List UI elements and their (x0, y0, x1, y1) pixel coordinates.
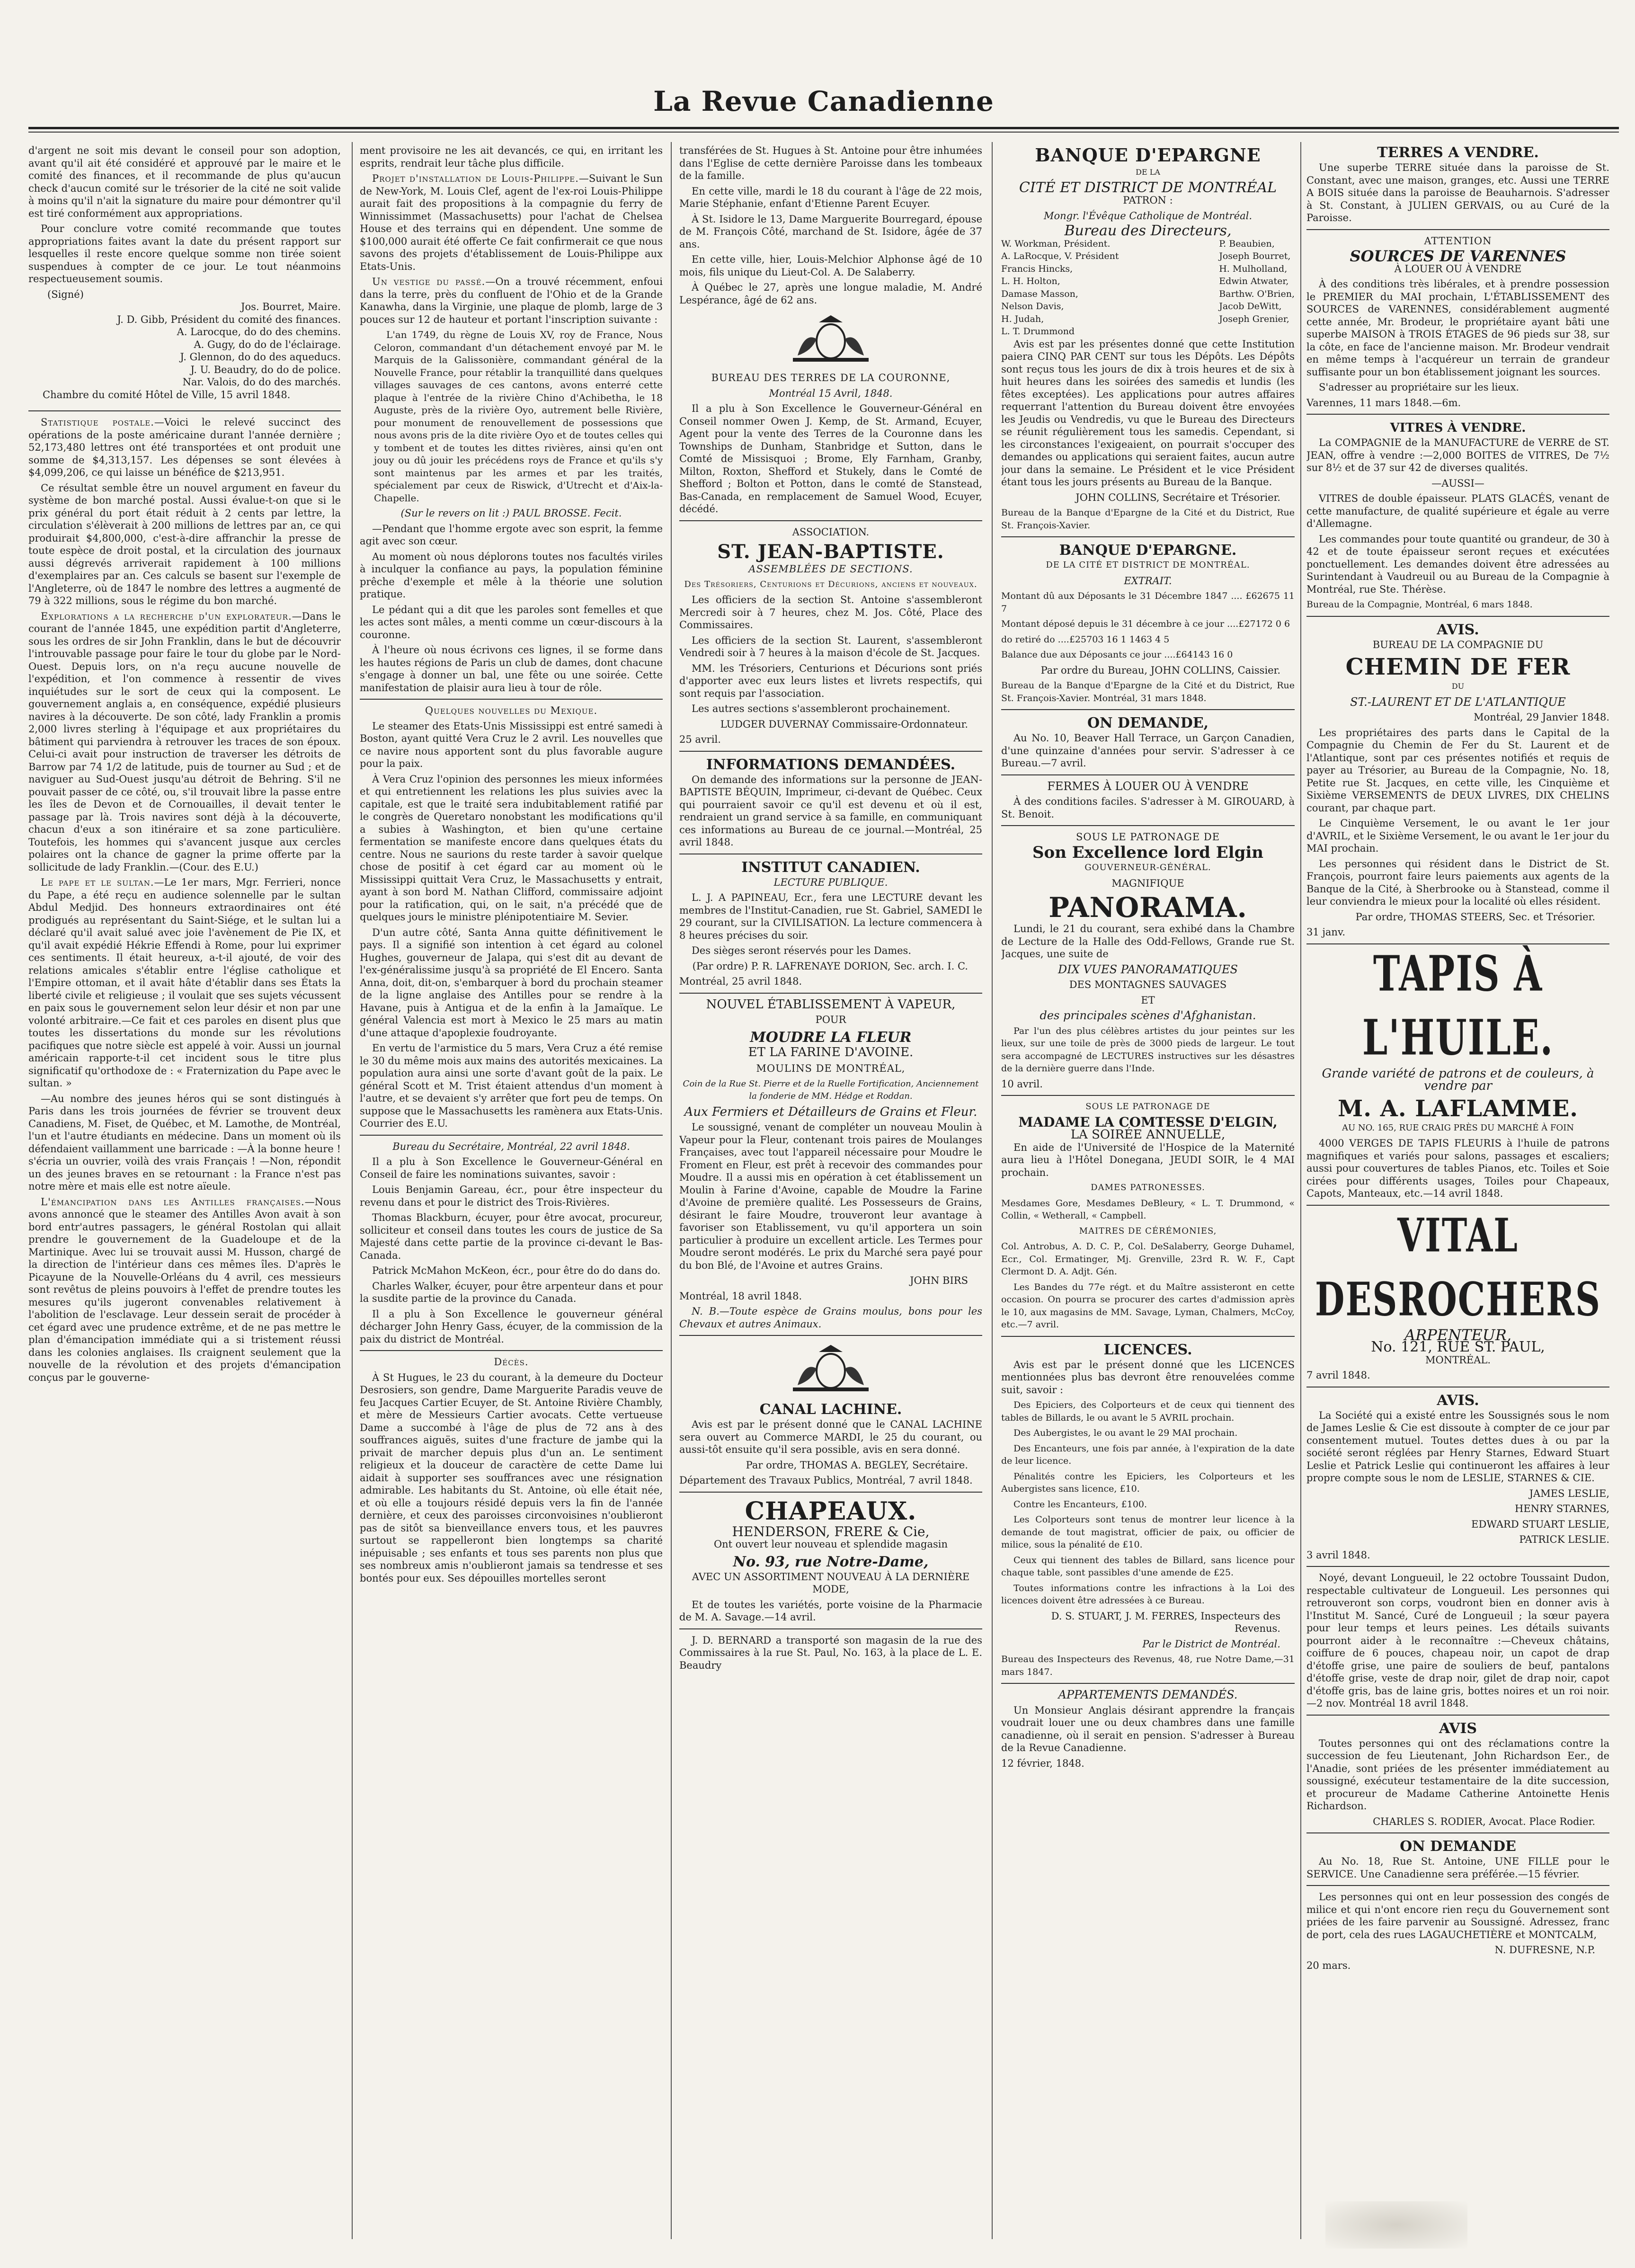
divider (679, 751, 982, 752)
list-item: Il a plu à Son Excellence le gouverneur général décharger John Henry Gass, écuyer, de la commission de la paix du district de Montréal. (360, 1308, 663, 1345)
ledger-line: Montant déposé depuis le 31 décembre à ce jour ....£27172 0 6 (1001, 619, 1290, 629)
divider (1001, 774, 1295, 775)
ad-text: Mesdames Gore, Mesdames DeBleury, « L. T. Drummond, « Collin, « Wetherall, « Campbell. (1001, 1198, 1295, 1221)
ad-address: AU NO. 165, RUE CRAIG PRÈS DU MARCHÉ À FOIN (1342, 1122, 1574, 1133)
article-text: ment provisoire ne les ait devancés, ce qui, en irritant les esprits, rendrait leur tâche plus difficile. (360, 145, 663, 169)
list-item: Pénalités contre les Epiciers, les Colporteurs et les Aubergistes sans licence, £10. (1001, 1471, 1295, 1494)
article-text: Le soussigné, venant de compléter un nouveau Moulin à Vapeur pour la Fleur, contenant trois paires de Moulanges Françaises, avec tout l'appareil nécessaire pour Moudre le Froment en Fleur, est prêt à recevoir des commandes pour Moudre. Il a aussi mis en opération à cet établissement un Moulin à Farine d'Avoine, capable de Moudre la Farine d'Avoine de première qualité. Les Possesseurs de Grains, désirant le faire Moudre, trouveront leur avantage à favoriser son Etablissement, vu qu'il apportera un soin particulier à produire un excellent article. Les Termes pour Moudre seront modérés. Le prix du Marché sera payé pour du bon Blé, de l'Avoine et autres Grains. (679, 1121, 982, 1271)
divider (360, 1135, 663, 1136)
ad-text: POUR (815, 1014, 846, 1025)
article-text: —Le 1er mars, Mgr. Ferrieri, nonce du Pape, a été reçu en audience solennelle par le sultan Abdul Medjid. Des honneurs extraordinaires ont été prodigués au représentant du Saint-Siége, et le sultan lui a déclaré qu'il avait salué avec joie l'avènement de Pie IX, et qu'il avait expédié Hékrie Effendi à Rome, pour lui exprimer ces sentiments. Il était heureux, a-t-il ajouté, de voir des relations amicales s'établir entre l'église catholique et l'Empire ottoman, et il avait hâte d'établir dans ses États la liberté civile et religieuse ; il voulait que ses sujets vécussent en paix sous le gouvernement selon leur désir et non par une volonté arbitraire.—Ce fait et ces paroles en disent plus que toutes les dissertations du monde sur les révolutions pacifiques que notre siècle est appelé à voir. Aussi un journal américain rapporte-t-il cet incident sous le titre plus significatif qu'orthodoxe de : « Fraternization du Pape avec le sultan. » (28, 877, 341, 1089)
ad-signature: HENRY STARNES, (1515, 1503, 1609, 1514)
ad-signature: JOHN COLLINS, Secrétaire et Trésorier. (1075, 491, 1280, 503)
ad-text: DU (1451, 682, 1465, 691)
section-heading: Projet d'installation de Louis-Philippe. (372, 173, 579, 184)
ad-title: LICENCES. (1103, 1341, 1192, 1358)
ad-subtitle: MAITRES DE CÉRÉMONIES, (1079, 1226, 1217, 1236)
article-text: —On a trouvé récemment, enfoui dans la terre, près du confluent de l'Ohio et de la Grande Kanawha, dans la Virginie, une plaque de plomb, large de 3 pouces sur 12 de hauteur et portant l'inscription suivante : (360, 276, 663, 325)
ad-signature: JOHN BIRS (910, 1275, 968, 1286)
article-text: d'argent ne soit mis devant le conseil pour son adoption, avant qu'il ait été considéré et approuvé par le maire et le comité des finances, et il recommande de plus qu'aucun check d'aucun comité sur le trésorier de la cité ne soit valide à moins qu'il n'ait la signature du maire pour démontrer qu'il est tiré conformément aux appropriations. (28, 145, 341, 219)
ad-signature: EDWARD STUART LESLIE, (1471, 1518, 1609, 1530)
article-text: À des conditions faciles. S'adresser à M. GIROUARD, à St. Benoit. (1001, 796, 1295, 820)
date-line: Varennes, 11 mars 1848.—6m. (1306, 397, 1461, 409)
article-text: La COMPAGNIE de la MANUFACTURE de VERRE de ST. JEAN, offre à vendre :—2,000 BOITES de VITRES, De 7½ sur 8½ et de 37 sur 42 de diverses qualités. (1306, 437, 1609, 473)
ad-subtitle: LA SOIRÉE ANNUELLE, (1070, 1128, 1226, 1142)
paper-stain (1325, 2201, 1467, 2249)
article-text: Avis est par les présentes donné que cette Institution paiera CINQ PAR CENT sur tous les Dépôts. Les Dépôts sont reçus tous les jours de dix à trois heures et de six à huit heures dans les soirées des samedis et lundis (les fêtes exceptées). Les applications pour autres affaires requerrant l'attention du Bureau doivent être envoyées les Jeudis ou Vendredis, vu que le Bureau des Directeurs se réunit régulièrement tous les samedis. Cependant, si les circonstances l'exigeaient, on pourrait s'occuper des demandes ou applications qui seraient faites, aucun autre jour dans la semaine. Le Président et le vice Président étant tous les jours présents au Bureau de la Banque. (1001, 338, 1295, 488)
ad-signature: CHARLES S. RODIER, Avocat. Place Rodier. (1373, 1815, 1595, 1827)
list-item: Charles Walker, écuyer, pour être arpenteur dans et pour la susdite partie de la province du Canada. (360, 1280, 663, 1304)
section-heading: Le pape et le sultan. (41, 877, 154, 888)
list-item: Contre les Encanteurs, £100. (1013, 1499, 1147, 1510)
director-name: Edwin Atwater, (1219, 276, 1289, 286)
divider (679, 1335, 982, 1336)
ad-subtitle: SOUS LE PATRONAGE DE (1085, 1102, 1210, 1112)
ad-title: MADAME LA COMTESSE D'ELGIN, (1018, 1114, 1278, 1130)
director-name: Damase Masson, (1001, 288, 1078, 299)
ad-text: Et de toutes les variétés, porte voisine de la Pharmacie de M. A. Savage.—14 avril. (679, 1599, 982, 1623)
article-text: Un Monsieur Anglais désirant apprendre la français voudrait louer une ou deux chambres dans une famille canadienne, où il serait en pension. S'adresser à Bureau de la Revue Canadienne. (1001, 1704, 1295, 1753)
section-heading: BUREAU DES TERRES DE LA COURONNE, (711, 372, 951, 383)
date-line: Montréal, 25 avril 1848. (679, 976, 802, 987)
section-heading: Explorations a la recherche d'un explorateur. (41, 610, 292, 622)
date-line: 31 janv. (1306, 926, 1346, 938)
date-line: Montréal 15 Avril, 1848. (769, 387, 893, 399)
article-text: S'adresser au propriétaire sur les lieux. (1319, 382, 1519, 393)
article-text: À St Hugues, le 23 du courant, à la demeure du Docteur Desrosiers, son gendre, Dame Marguerite Paradis veuve de feu Jacques Cartier Ecuyer, de St. Antoine Rivière Chambly, et mère de Messieurs Cartier avocats. Cette vertueuse Dame a succombé à l'âge de plus de 72 ans à des souffrances aiguës, suites d'une fracture de jambe qui la privait de marcher depuis plus d'un an. Le sentiment religieux et la douceur de caractère de cette Dame lui aidait à supporter ses souffrances avec une résignation admirable. Les habitants du St. Antoine, où elle était née, et où elle a toujours résidé depuis vers la fin de l'année dernière, et ceux des paroisses circonvoisines n'oublieront pas de sitôt sa bienveillance envers tous, et les pauvres surtout se rappelleront bien longtemps sa charité inépuisable ; ses enfants et tous ses parents non plus que ses nombreux amis n'oublieront jamais sa tendresse et ses bontés pour eux. Ses dépouilles mortelles seront (360, 1371, 663, 1584)
article-text: En vertu de l'armistice du 5 mars, Vera Cruz a été remise le 30 du même mois aux mains des autorités mexicaines. La population aura ainsi une sorte d'avant goût de la paix. Le général Scott et M. Trist étaient attendus d'un moment à l'autre, et se devaient s'y arrêter que fort peu de temps. On suppose que le Massachusetts les ramènera aux Etats-Unis. Courrier des E.U. (360, 1042, 663, 1129)
article-text: Des sièges seront réservés pour les Dames. (692, 945, 912, 956)
ad-address: Bureau de la Banque d'Epargne de la Cité et du District, Rue St. François-Xavier. Montréal, 31 mars 1848. (1001, 680, 1295, 703)
article-text: Pour conclure votre comité recommande que toutes appropriations faites avant la date du présent rapport sur lesquelles il reste encore quelque somme non tirée soient suspendues à compter de ce jour. Le tout néanmoins respectueusement soumis. (28, 223, 341, 285)
inscription-text: L'an 1749, du règne de Louis XV, roy de France, Nous Celoron, commandant d'un détachement envoyé par M. le Marquis de la Galissonière, commandant général de la Nouvelle France, pour rétablir la tranquillité dans quelques villages sauvages de ces cantons, avons enterré cette plaque à l'entrée de la rivière Chino d'Achibetha, le 18 Auguste, près de la rivière Oyo, autrement belle Rivière, pour monument de renouvellement de possessions que nous avons pris de la dite rivière Oyo et de toutes celles qui y tombent et de toutes les dittes rivières, ainsi qu'en ont jouy ou dû jouir les précédens roys de France et qu'ils s'y sont maintenus par les armes et par les traités, spécialement par ceux de Riswick, d'Utrecht et d'Aix-la-Chapelle. (374, 329, 663, 504)
article-text: En cette ville, mardi le 18 du courant à l'âge de 22 mois, Marie Stéphanie, enfant d'Etienne Parent Ecuyer. (679, 185, 982, 209)
column-divider (992, 142, 993, 2239)
article-text: MM. les Trésoriers, Centurions et Décurions sont priés d'apporter avec eux leurs listes et livrets respectifs, qui sont requis par l'association. (679, 662, 982, 699)
ad-subtitle: ASSEMBLÉES DE SECTIONS. (748, 563, 913, 575)
article-text: Il a plu à Son Excellence le Gouverneur-Général en Conseil nommer Owen J. Kemp, de St. Armand, Ecuyer, Agent pour la vente des Terres de la Couronne dans les Townships de Dunham, Stanbridge et Sutton, dans le Comté de Missisquoi ; Brome, Ely Farnham, Granby, Milton, Roxton, Shefford et Stukely, dans le Comté de Shefford ; Bolton et Potton, dans le comté de Stanstead, Bas-Canada, en remplacement de Samuel Wood, Ecuyer, décédé. (679, 403, 982, 515)
divider (1306, 1715, 1609, 1716)
ad-subtitle: ET (1141, 994, 1155, 1006)
director-name: H. Judah, (1001, 313, 1044, 324)
date-line: Montréal, 29 Janvier 1848. (1474, 712, 1609, 723)
divider (679, 520, 982, 521)
column-1 (28, 144, 341, 2237)
divider (679, 1492, 982, 1493)
ad-signature: PATRICK LESLIE. (1519, 1534, 1609, 1545)
signature-line: J. Glennon, do do des aqueducs. (180, 351, 341, 363)
column-divider (671, 142, 672, 2239)
list-item: Des Aubergistes, le ou avant le 29 MAI prochain. (1013, 1428, 1238, 1438)
ad-title: INSTITUT CANADIEN. (741, 859, 920, 876)
section-heading: Statistique postale. (41, 417, 154, 428)
list-item: Des Epiciers, des Colporteurs et de ceux qui tiennent des tables de Billards, le ou avant le 5 AVRIL prochain. (1001, 1400, 1295, 1423)
ad-signature: Par ordre du Bureau, JOHN COLLINS, Caissier. (1040, 664, 1280, 676)
signature-line: A. Gugy, do do de l'éclairage. (194, 338, 341, 350)
ad-title: ET LA FARINE D'AVOINE. (748, 1045, 914, 1059)
article-text: J. D. BERNARD a transporté son magasin de la rue des Commissaires à la rue St. Paul, No. 163, à la place de L. E. Beaudry (679, 1634, 982, 1671)
ad-signature: Par ordre, THOMAS A. BEGLEY, Secrétaire. (746, 1459, 968, 1471)
ad-note: N. B.—Toute espèce de Grains moulus, bons pour les Chevaux et autres Animaux. (679, 1306, 982, 1330)
column-2 (360, 144, 663, 2237)
divider (28, 410, 341, 411)
ad-title: BANQUE D'EPARGNE (1035, 144, 1261, 166)
masthead-rule (28, 127, 1619, 129)
section-heading: ASSOCIATION. (792, 526, 870, 538)
signature-line: A. Larocque, do do des chemins. (177, 326, 341, 338)
ad-title: CANAL LACHINE. (759, 1401, 902, 1418)
article-text: À l'heure où nous écrivons ces lignes, il se forme dans les hautes régions de Paris un club de dames, dont chacune s'engage à donner un bal, une fête ou une soirée. Cette manifestation de plaisir aura lieu à tour de rôle. (360, 644, 663, 694)
article-text: À Vera Cruz l'opinion des personnes les mieux informées et qui entretiennent les relations les plus suivies avec la capitale, est que le traité sera indubitablement ratifié par le congrès de Queretaro nonobstant les modifications qu'il a subies à Washington, et bien qu'une certaine fermentation se manifeste encore dans quelques états du centre. Nous ne saurions du reste tarder à savoir quelque chose de positif à cet égard car au moment où le Mississippi quittait Vera Cruz, le Massachusetts y entrait, ayant à son bord M. Nathan Clifford, commissaire adjoint pour la ratification, qui, on le sait, n'a précédé que de quelques jours le ministre plénipotentiaire M. Sevier. (360, 773, 663, 923)
article-text: Au moment où nous déplorons toutes nos facultés viriles à inculquer la confiance au pays, la population féminine prêche d'exemple et mêle à la théorie une solution pratique. (360, 551, 663, 600)
ad-subtitle: LECTURE PUBLIQUE. (773, 876, 888, 888)
divider (1306, 616, 1609, 617)
ad-subtitle: Bureau des Directeurs, (1064, 222, 1232, 239)
list-item: Ceux qui tiennent des tables de Billard, sans licence pour chaque table, sont passibles d'une amende de £25. (1001, 1555, 1295, 1578)
ad-title: SOURCES DE VARENNES (1350, 247, 1566, 265)
divider (679, 993, 982, 994)
article-text: VITRES de double épaisseur. PLATS GLACÉS, venant de cette manufacture, de qualité supérieure et égale au verre d'Allemagne. (1306, 493, 1609, 529)
section-heading: Un vestige du passé. (372, 276, 486, 287)
article-text: Par l'un des plus célèbres artistes du jour peintes sur les lieux, sur une toile de près de 3000 pieds de largeur. Le tout sera accompagné de LECTURES instructives sur les désastres de la dernière guerre dans l'Inde. (1001, 1025, 1295, 1074)
ad-address: Bureau des Inspecteurs des Revenus, 48, rue Notre Dame,—31 mars 1847. (1001, 1654, 1295, 1677)
ad-address: No. 93, rue Notre-Dame, (733, 1553, 929, 1570)
article-text: Lundi, le 21 du courant, sera exhibé dans la Chambre de Lecture de la Halle des Odd-Fellows, Grande rue St. Jacques, une suite de (1001, 923, 1295, 960)
ad-subtitle: SOUS LE PATRONAGE DE (1075, 831, 1220, 843)
article-text: Le pédant qui a dit que les paroles sont femelles et que les actes sont mâles, a menti comme un cœur-discours à la couronne. (360, 604, 663, 640)
ad-title: VITRES À VENDRE. (1390, 421, 1526, 435)
list-item: Des Encanteurs, une fois par année, à l'expiration de la date de leur licence. (1001, 1443, 1295, 1466)
ad-text: —AUSSI— (1431, 477, 1484, 489)
ad-subtitle: DAMES PATRONESSES. (1091, 1183, 1205, 1192)
article-text: D'un autre côté, Santa Anna quitte définitivement le pays. Il a signifié son intention à cet égard au colonel Hughes, gouverneur de Jalapa, qui s'est dit au devant de l'ex-généralissime jusqu'à sa propriété de El Encero. Santa Anna, doit, dit-on, s'embarquer à bord du prochain steamer de la ligne anglaise des Antilles pour se rendre à la Havane, puis à Antigua et de la enfin à la Jamaïque. Le général Valencia est mort à Mexico le 25 mars au matin d'une attaque d'apoplexie foudroyante. (360, 926, 663, 1039)
ad-address: No. 121, RUE ST. PAUL, (1371, 1339, 1545, 1355)
ad-subtitle: Grande variété de patrons et de couleurs, à vendre par (1322, 1066, 1594, 1093)
ad-subtitle: BUREAU DE LA COMPAGNIE DU (1372, 639, 1544, 650)
ad-title: ON DEMANDE (1400, 1838, 1516, 1855)
ad-signature: Par le District de Montréal. (1142, 1638, 1280, 1650)
article-text: En cette ville, hier, Louis-Melchior Alphonse âgé de 10 mois, fils unique du Lieut-Col. A. De Salaberry. (679, 254, 982, 278)
article-text: Le Cinquième Versement, le ou avant le 1er jour d'AVRIL, et le Sixième Versement, le ou avant le 1er jour du MAI prochain. (1306, 818, 1609, 854)
section-heading: Quelques nouvelles du Mexique. (425, 705, 598, 716)
director-name: A. LaRocque, V. Président (1001, 251, 1119, 261)
ledger-line: do retiré do ....£25703 16 1 1463 4 5 (1001, 634, 1170, 645)
director-name: Francis Hincks, (1001, 263, 1073, 274)
article-text: Une superbe TERRE située dans la paroisse de St. Constant, avec une maison, granges, etc. Aussi une TERRE A BOIS située dans la paroisse de Beauharnois. S'adresser à St. Constant, à JULIEN GERVAIS, ou au Curé de la Paroisse. (1306, 162, 1609, 223)
article-text: —Pendant que l'homme ergote avec son esprit, la femme agit avec son cœur. (360, 523, 663, 547)
ad-subtitle: HENDERSON, FRERE & Cie, (732, 1523, 930, 1539)
director-name: P. Beaubien, (1219, 238, 1275, 249)
divider (1001, 1095, 1295, 1096)
ad-title: AVIS. (1437, 1392, 1479, 1409)
divider (360, 699, 663, 700)
article-text: Au No. 10, Beaver Hall Terrace, un Garçon Canadien, d'une quinzaine d'années pour servir. S'adresser à ce Bureau.—7 avril. (1001, 732, 1295, 769)
ad-subtitle: ATTENTION (1424, 235, 1492, 247)
date-line: Montréal, 18 avril 1848. (679, 1290, 802, 1302)
date-line: 25 avril. (679, 734, 721, 745)
ad-subtitle: Aux Fermiers et Détailleurs de Grains et Fleur. (684, 1104, 977, 1119)
article-text: À Québec le 27, après une longue maladie, M. André Lespérance, âgé de 62 ans. (679, 282, 982, 306)
director-name: Joseph Bourret, (1219, 251, 1291, 261)
column-4 (1001, 144, 1295, 2237)
date-line: 10 avril. (1001, 1078, 1043, 1090)
section-heading: L'émancipation dans les Antilles françaises. (41, 1196, 305, 1208)
divider (1306, 414, 1609, 415)
article-text: À des conditions très libérales, et à prendre possession le PREMIER du MAI prochain, L'ÉTABLISSEMENT des SOURCES de VARENNES, considérablement augmenté cette année, Mr. Brodeur, le propriétaire ayant bâti une superbe MAISON à TROIS ÉTAGES de 96 pieds sur 38, sur la côte, en face de l'ancienne maison. Mr. Brodeur vendrait en même temps à l'acquéreur un terrain de grandeur suffisante pour un bon établissement joignant les sources. (1306, 278, 1609, 378)
director-name: Jacob DeWitt, (1219, 301, 1282, 311)
column-divider (352, 142, 353, 2239)
list-item: Louis Benjamin Gareau, écr., pour être inspecteur du revenu dans et pour le district des Trois-Rivières. (360, 1184, 663, 1208)
divider (1306, 1566, 1609, 1567)
ad-subtitle: GOUVERNEUR-GÉNÉRAL. (1084, 863, 1211, 872)
article-text: Les personnes qui résident dans le District de St. François, pourront faire leurs paiements aux agents de la Banque de la Cité, à Sherbrooke ou à Stanstead, comme il leur conviendra le mieux pour la localité où elles résident. (1306, 858, 1609, 907)
ad-subtitle: À LOUER OU À VENDRE (1394, 263, 1522, 275)
ad-subtitle: CITÉ ET DISTRICT DE MONTRÉAL (1019, 179, 1277, 196)
divider (1001, 825, 1295, 826)
newspaper-page (28, 0, 1619, 2268)
ad-text: DE LA (1136, 168, 1160, 177)
article-text: —Suivant le Sun de New-York, M. Louis Clef, agent de l'ex-roi Louis-Philippe aurait fait des propositions à la compagnie du ferry de Winnissimmet (Massachusetts) pour l'achat de Chelsea House et des terrains qui en dépendent. Une somme de $100,000 aurait été offerte Ce fait confirmerait ce que nous savons des projets d'établissement de Louis-Philippe aux Etats-Unis. (360, 173, 663, 272)
ad-subtitle: EXTRAIT. (1124, 575, 1172, 587)
article-text: transférées de St. Hugues à St. Antoine pour être inhumées dans l'Eglise de cette dernière Paroisse dans les tombeaux de la famille. (679, 145, 982, 181)
signature-intro: (Signé) (47, 288, 84, 300)
ad-title: NOUVEL ÉTABLISSEMENT À VAPEUR, (706, 997, 956, 1012)
ad-subtitle: DIX VUES PANORAMATIQUES (1058, 962, 1238, 976)
ad-signature: JAMES LESLIE, (1529, 1487, 1609, 1499)
date-line: Bureau de la Compagnie, Montréal, 6 mars 1848. (1306, 599, 1533, 610)
date-line: Chambre du comité Hôtel de Ville, 15 avril 1848. (43, 389, 291, 400)
ad-title: FERMES À LOUER OU À VENDRE (1047, 779, 1249, 793)
ad-text: AVEC UN ASSORTIMENT NOUVEAU À LA DERNIÈRE MODE, (692, 1571, 970, 1595)
ad-address: MONTRÉAL. (1425, 1354, 1491, 1366)
ad-title: MOUDRE LA FLEUR (750, 1029, 912, 1046)
divider (1306, 229, 1609, 230)
article-text: 4000 VERGES DE TAPIS FLEURIS à l'huile de patrons magnifiques et variés pour salons, passages et escaliers; aussi pour couvertures de tables Pianos, etc. Toiles et Soie cirées pour différents usages, Toiles pour Chapeaux, Capots, Manteaux, etc.—14 avril 1848. (1306, 1138, 1609, 1199)
signature-line: Nar. Valois, do do des marchés. (182, 376, 341, 388)
ad-title: CHAPEAUX. (745, 1496, 917, 1526)
article-text: L. J. A PAPINEAU, Ecr., fera une LECTURE devant les membres de l'Institut-Canadien, rue St. Gabriel, SAMEDI le 29 courant, sur la CIVILISATION. La lecture commencera à 8 heures précises du soir. (679, 892, 982, 941)
article-text: En aide de l'Université de l'Hospice de la Maternité aura lieu à l'Hôtel Donegana, JEUDI SOIR, le 4 MAI prochain. (1001, 1141, 1295, 1178)
ad-subtitle: MOULINS DE MONTRÉAL, (756, 1063, 906, 1074)
article-text: Les officiers de la section St. Antoine s'assembleront Mercredi soir à 7 heures, chez M. Jos. Côté, Place des Commissaires. (679, 594, 982, 631)
divider (1001, 1683, 1295, 1684)
ad-title: BANQUE D'EPARGNE. (1059, 542, 1237, 559)
ad-subtitle: MAGNIFIQUE (1111, 877, 1184, 889)
column-5 (1306, 144, 1609, 2237)
masthead-title: La Revue Canadienne (653, 85, 994, 117)
masthead-rule-thin (28, 132, 1619, 133)
article-text: Les officiers de la section St. Laurent, s'assembleront Vendredi soir à 7 heures à la maison d'école de St. Jacques. (679, 634, 982, 658)
article-text: La Société qui a existé entre les Soussignés sous le nom de James Leslie & Cie est dissoute à compter de ce jour par consentement mutuel. Toutes dettes dues à ou par la société seront réglées par Henry Starnes, Edward Stuart Leslie et Patrick Leslie qui continueront les affaires à leur propre compte sous le nom de LESLIE, STARNES & CIE. (1306, 1409, 1609, 1484)
bureau-heading: Bureau du Secrétaire, Montréal, 22 avril 1848. (392, 1140, 630, 1152)
director-name: W. Workman, Président. (1001, 238, 1111, 249)
article-text: Au No. 18, Rue St. Antoine, UNE FILLE pour le SERVICE. Une Canadienne sera préférée.—15 février. (1306, 1856, 1609, 1880)
list-item: Les Colporteurs sont tenus de montrer leur licence à la demande de tout magistrat, officier de paix, ou officier de milice, sous la pénalité de £10. (1001, 1514, 1295, 1550)
ad-subtitle: des principales scènes d'Afghanistan. (1040, 1009, 1256, 1022)
article-text: Ce résultat semble être un nouvel argument en faveur du système de bon marché postal. Aussi évalue-t-on que si le prix général du port était réduit à 2 cents par lettre, la circulation s'élèverait à 200 millions de lettres par an, ce qui produirait $4,800,000, c'est-à-dire affranchir la presse de toute espèce de droit postal, et la circulation des journaux aussi dégrevés arriverait rapidement à 100 millions d'exemplaires par an. Ces calculs se basent sur l'exemple de l'Angleterre, où de 1847 le nombre des lettres a augmenté de 79 à 322 millions, sous le régime du bon marché. (28, 482, 341, 606)
ad-text: Ont ouvert leur nouveau et splendide magasin (713, 1539, 948, 1550)
director-name: Nelson Davis, (1001, 301, 1064, 311)
ad-subtitle: ST.-LAURENT ET DE L'ATLANTIQUE (1350, 695, 1566, 709)
article-text: —Nous avons annoncé que le steamer des Antilles Avon avait à son bord entr'autres passagers, le général Rostolan qui allait prendre le gouvernement de la Guadeloupe et de la Martinique. Avec lui se trouvait aussi M. Husson, chargé de la direction de l'intérieur dans ces mêmes îles. D'après le Picayune de la Nouvelle-Orléans du 4 avril, ces messieurs sont revêtus de pleins pouvoirs à l'effet de prendre toutes les mesures qu'ils jugeront convenables relativement à l'abolition de l'esclavage. Leur dessein serait de procéder à cet égard avec une prudence extrême, et de ne pas mettre le plan d'émancipation immédiate qui a si tristement réussi dans les colonies anglaises. Ils craignent seulement que la nouvelle de la révolution et des projets d'émancipation conçus par le gouverne- (28, 1196, 341, 1383)
ad-signature: LUDGER DUVERNAY Commissaire-Ordonnateur. (720, 718, 968, 730)
article-text: On demande des informations sur la personne de JEAN-BAPTISTE BÉQUIN, Imprimeur, ci-devant de Québec. Ceux qui pourraient savoir ce qu'il est devenu et où il est, rendraient un grand service à sa famille, en communiquant ces informations au Bureau de ce journal.—Montréal, 25 avril 1848. (679, 774, 982, 848)
section-heading: Décès. (494, 1356, 529, 1368)
article-text: —Voici le relevé succinct des opérations de la poste américaine durant l'année dernière ; 52,173,480 lettres ont été transportées et ont produit une somme de $4,313,157. Les dépenses se sont élevées à $4,099,206, ce qui laisse un bénéfice de $213,951. (28, 417, 341, 478)
ad-title: PANORAMA. (1049, 891, 1247, 924)
royal-arms-emblem (779, 1343, 883, 1395)
inscription-signature: (Sur le revers on lit :) PAUL BROSSE. Fecit. (400, 507, 622, 519)
ad-subtitle: Des Trésoriers, Centurions et Décurions, anciens et nouveaux. (684, 579, 977, 589)
article-text: À St. Isidore le 13, Dame Marguerite Bourregard, épouse de M. François Côté, marchand de St. Isidore, âgée de 37 ans. (679, 213, 982, 250)
royal-arms-emblem (779, 313, 883, 365)
article-text: Avis est par le présent donné que le CANAL LACHINE sera ouvert au Commerce MARDI, le 25 du courant, ou aussi-tôt ensuite qu'il sera possible, avis en sera donné. (679, 1419, 982, 1455)
article-text: —Au nombre des jeunes héros qui se sont distingués à Paris dans les trois journées de février se trouvent deux Canadiens, M. Fiset, de Québec, et M. Lamothe, de Montréal, l'un et l'autre étudiants en médecine. Dans un moment où ils défendaient vaillamment une barricade : —À la bonne heure ! s'écria un ouvrier, voilà des vrais Français ! —Non, répondit un des jeunes braves en se retournant : la France n'est pas notre mère et mais elle est notre aïeule. (28, 1093, 341, 1192)
signature-line: Jos. Bourret, Maire. (241, 301, 341, 312)
ad-title: TAPIS À L'HUILE. (1362, 945, 1554, 1066)
column-3 (679, 144, 982, 2237)
ad-title: M. A. LAFLAMME. (1338, 1095, 1578, 1122)
ad-signature: D. S. STUART, J. M. FERRES, Inspecteurs des Revenus. (1051, 1610, 1280, 1634)
director-list (1001, 238, 1295, 338)
list-item: Thomas Blackburn, écuyer, pour être avocat, procureur, solliciteur et conseil dans toutes les cours de justice de Sa Majesté dans cette partie de la province ci-devant le Bas-Canada. (360, 1212, 663, 1261)
article-text: Les personnes qui ont en leur possession des congés de milice et qui n'ont encore rien reçu du Gouvernement sont priées de les faire parvenir au Soussigné. Adressez, franc de port, cela des rues LAGAUCHETIÈRE et MONTCALM, (1306, 1891, 1609, 1940)
article-text: Il a plu à Son Excellence le Gouverneur-Général en Conseil de faire les nominations suivantes, savoir : (360, 1156, 663, 1180)
ad-text: Col. Antrobus, A. D. C. P., Col. DeSalaberry, George Duhamel, Ecr., Col. Ermatinger, Mj. Grenville, 23rd R. W. F., Capt Clermont D. A. Adjt. Gén. (1001, 1241, 1295, 1277)
article-text: Les Bandes du 77e régt. et du Maître assisteront en cette occasion. On pourra se procurer des cartes d'admission après le 10, aux magasins de MM. Savage, Lyman, Chalmers, McCoy, etc.—7 avril. (1001, 1281, 1295, 1330)
ad-title: INFORMATIONS DEMANDÉES. (706, 756, 956, 773)
date-line: Département des Travaux Publics, Montréal, 7 avril 1848. (679, 1475, 973, 1486)
masthead (28, 85, 1619, 117)
article-text: Toutes informations contre les infractions à la Loi des licences doivent être adressées à ce Bureau. (1001, 1583, 1295, 1606)
ledger-line: Montant dû aux Déposants le 31 Décembre 1847 .... £62675 11 7 (1001, 591, 1295, 614)
director-name: Barthw. O'Brien, (1219, 288, 1295, 299)
ad-subtitle: DES MONTAGNES SAUVAGES (1069, 979, 1227, 990)
article-text: —Dans le courant de l'année 1845, une expédition partit d'Angleterre, sous les ordres de sir John Franklin, dans le but de découvrir l'introuvable passage pour faire le tour du globe par le Nord-Ouest. Depuis lors, on n'a reçu aucune nouvelle de l'expédition, et l'on commence à ressentir de vives inquiétudes sur le sort de ceux qui la composent. Le gouvernement anglais a, en conséquence, expédié plusieurs navires à la découverte. De son côté, lady Franklin a promis 2,000 livres sterling à l'équipage et aux propriétaires du bâtiment qui parviendra à retrouver les traces de son époux. Celui-ci avait pour instruction de traverser les détroits de Barrow par 74 1/2 de latitude, puis de tourner au Sud ; et de naviguer au Sud-Ouest jusqu'au détroit de Behring. S'il ne pouvait passer de ce côté, ou, s'il trouvait libre la passe entre les îles de Devon et de Cornouailles, il devait tenter le passage par là. Trois navires sont déjà à la découverte, chacun d'eux a son itinéraire et sa zone particulière. Toutefois, les hommes qui s'avancent jusque aux cercles polaires ont la chance de gagner la prime offerte par la sollicitude de lady Franklin.—(Cour. des E.U.) (28, 610, 341, 873)
date-line: 20 mars. (1306, 1959, 1351, 1971)
ad-signature: (Par ordre) P. R. LAFRENAYE DORION, Sec. arch. I. C. (692, 960, 968, 972)
article-text: Les autres sections s'assembleront prochainement. (692, 703, 951, 714)
divider (1001, 536, 1295, 537)
ad-subtitle: ARPENTEUR, (1404, 1325, 1512, 1344)
article-text: Les commandes pour toute quantité ou grandeur, de 30 à 42 et de toute épaisseur seront reçues et exécutées ponctuellement. Les demandes doivent être adressées au Surintendant à Vaudreuil ou au Bureau de la Compagnie à Montréal, rue Ste. Thérèse. (1306, 533, 1609, 595)
ad-title: APPARTEMENTS DEMANDÉS. (1058, 1688, 1238, 1701)
divider (1306, 1885, 1609, 1886)
ad-title: TERRES A VENDRE. (1377, 144, 1539, 161)
ledger-line: Balance due aux Déposants ce jour ....£64143 16 0 (1001, 649, 1233, 660)
director-name: Joseph Grenier, (1219, 313, 1289, 324)
ad-title: VITAL DESROCHERS (1315, 1207, 1601, 1326)
director-name: L. H. Holton, (1001, 276, 1060, 286)
signature-line: J. U. Beaudry, do do de police. (190, 364, 341, 375)
ad-text: Mongr. l'Évêque Catholique de Montréal. (1043, 210, 1253, 222)
article-text: Avis est par le présent donné que les LICENCES mentionnées plus bas devront être renouvelées comme suit, savoir : (1001, 1359, 1295, 1396)
director-name: H. Mulholland, (1219, 263, 1288, 274)
article-text: Le steamer des Etats-Unis Mississippi est entré samedi à Boston, ayant quitté Vera Cruz le 2 avril. Les nouvelles que ce navire nous apportent sont du plus favorable augure pour la paix. (360, 720, 663, 769)
divider (360, 1350, 663, 1351)
ad-title: AVIS. (1437, 621, 1479, 638)
date-line: 12 février, 1848. (1001, 1757, 1084, 1769)
signature-line: J. D. Gibb, Président du comité des finances. (117, 313, 341, 325)
ad-title: ST. JEAN-BAPTISTE. (717, 541, 944, 563)
date-line: 3 avril 1848. (1306, 1549, 1370, 1561)
date-line: 7 avril 1848. (1306, 1370, 1370, 1381)
ad-title: ON DEMANDE, (1087, 715, 1209, 731)
director-name: L. T. Drummond (1001, 326, 1075, 337)
divider (1001, 1336, 1295, 1337)
divider (1306, 1832, 1609, 1833)
ad-signature: N. DUFRESNE, N.P. (1494, 1944, 1595, 1956)
ad-address: Bureau de la Banque d'Epargne de la Cité et du District, Rue St. François-Xavier. (1001, 507, 1295, 531)
article-text: Les propriétaires des parts dans le Capital de la Compagnie du Chemin de Fer du St. Laurent et de l'Atlantique, sont par ces présentes notifiés et requis de payer au Trésorier, au Bureau de la Compagnie, No. 18, Petite rue St. Jacques, en cette ville, les Cinquième et Sixième VERSEMENTS de DEUX LIVRES, DIX CHELINS courant, par chaque part. (1306, 727, 1609, 814)
ad-signature: Par ordre, THOMAS STEERS, Sec. et Trésorier. (1355, 911, 1595, 923)
article-text: Toutes personnes qui ont des réclamations contre la succession de feu Lieutenant, John Richardson Eer., de l'Anadie, sont priées de les présenter immédiatement au soussigné, exécuteur testamentaire de la dite succession, et procureur de Madame Catherine Antoinette Henis Richardson. (1306, 1737, 1609, 1812)
divider (679, 1628, 982, 1629)
list-item: Patrick McMahon McKeon, écr., pour être do do dans do. (372, 1265, 661, 1276)
ad-title: Son Excellence lord Elgin (1032, 843, 1264, 862)
ad-title: CHEMIN DE FER (1345, 654, 1571, 680)
divider (1001, 709, 1295, 710)
ad-subtitle: DE LA CITÉ ET DISTRICT DE MONTRÉAL. (1046, 560, 1250, 570)
ad-text: PATRON : (1123, 195, 1173, 206)
column-divider (1300, 142, 1301, 2239)
ad-title: AVIS (1439, 1720, 1477, 1737)
ad-address: Coin de la Rue St. Pierre et de la Ruelle Fortification, Anciennement la fonderie de MM. Hédge et Roddan. (683, 1078, 979, 1101)
article-text: Noyé, devant Longueuil, le 22 octobre Toussaint Dudon, respectable cultivateur de Longueuil. Les personnes qui retrouveront son corps, voudront bien en donner avis à l'Institut M. Sancé, Curé de Longueuil ; la sœur payera pour leur temps et leurs peines. Les détails suivants pourront aider à le reconnaître :—Cheveux châtains, coiffure de 6 pouces, chapeau noir, un capot de drap d'étoffe grise, une paire de souliers de beuf, pantalons d'étoffe grise, veste de drap noir, gilet de drap noir, capot d'étoffe gris, bas de laine gris, bottes noires et un roi noir.—2 nov. Montréal 18 avril 1848. (1306, 1572, 1609, 1709)
